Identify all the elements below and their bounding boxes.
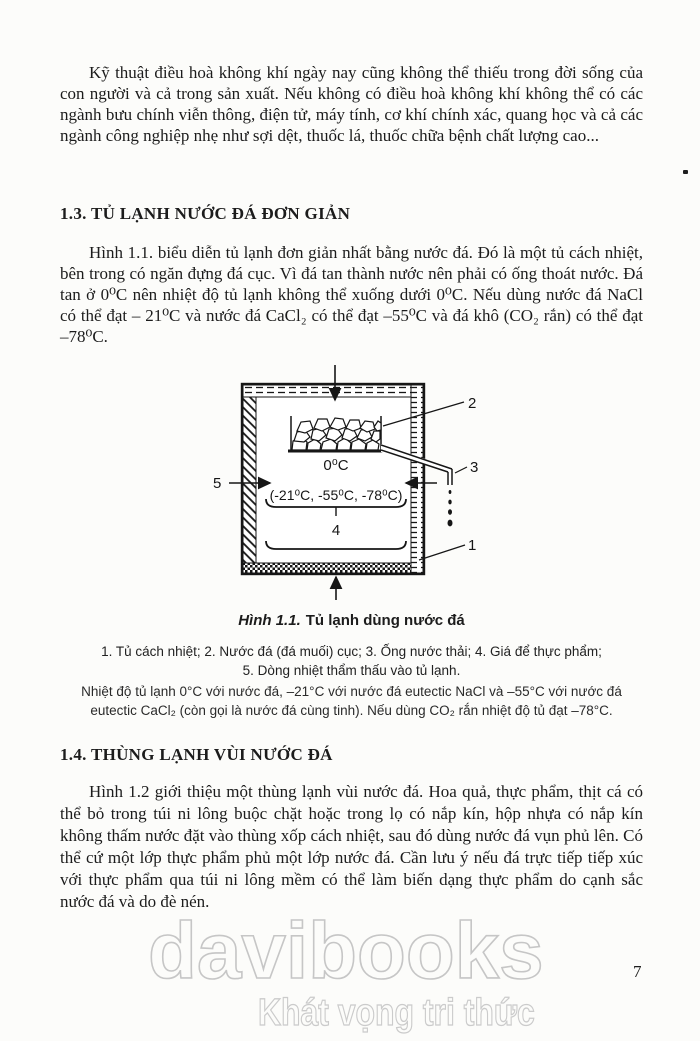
figure-legend-line-2: 5. Dòng nhiệt thẩm thấu vào tủ lạnh. — [242, 663, 461, 678]
section-1-3-paragraph: Hình 1.1. biểu diễn tủ lạnh đơn giản nhất bằng nước đá. Đó là một tủ cách nhiệt, bên trong có ngăn đựng đá cục. Vì đá tan thành nước nên phải có ống thoát nước. Đá tan ở 0⁰C nên nhiệt độ tủ lạnh không thể xuống dưới 0⁰C. Nếu dùng nước đá NaCl có thể đạt – 21⁰C và nước đá CaCl₂ có thể đạt –55⁰C và đá khô (CO₂ rắn) có thể đạt –78⁰C. — [60, 243, 643, 346]
figure-note-line-1: Nhiệt độ tủ lạnh 0°C với nước đá, –21°C với nước đá eutectic NaCl và –55°C với nước đá — [81, 684, 622, 699]
cabinet-insulated-walls — [242, 384, 424, 574]
figure-caption — [60, 611, 643, 630]
figure-1-1-diagram — [200, 360, 490, 605]
section-1-4-paragraph: Hình 1.2 giới thiệu một thùng lạnh vùi nước đá. Hoa quả, thực phẩm, thịt cá có thể bỏ trong túi ni lông buộc chặt hoặc trong lọ có nắp kín, hộp nhựa có nắp kín không thấm nước đặt vào thùng xốp cách nhiệt, sau đó dùng nước đá vụn phủ lên. Có thể cứ một lớp thực phẩm phủ một lớp nước đá. Cần lưu ý nếu đá trực tiếp tiếp xúc với thực phẩm qua túi ni lông mềm có thể làm biến dạng thực phẩm do cạnh sắc nước đá và do đè nén. — [60, 782, 643, 911]
leader-line-3 — [455, 467, 467, 473]
ice-temperature-label: 0⁰C — [323, 457, 349, 474]
leader-line-1 — [419, 545, 465, 560]
figure-legend-line-1: 1. Tủ cách nhiệt; 2. Nước đá (đá muối) cục; 3. Ống nước thải; 4. Giá để thực phẩm; — [101, 644, 602, 659]
ice-blocks — [292, 418, 381, 450]
callout-label-1: 1 — [468, 537, 477, 554]
scan-speck-artifact — [683, 170, 688, 174]
watermark-logo: davibooks — [148, 906, 544, 995]
ice-tray — [288, 416, 384, 451]
water-drops — [448, 490, 453, 526]
callout-label-2: 2 — [468, 395, 477, 412]
watermark-tagline: Khát vọng tri thức — [258, 992, 535, 1034]
intro-paragraph: Kỹ thuật điều hoà không khí ngày nay cũng không thể thiếu trong đời sống của con người và cả trong sản xuất. Nếu không có điều hoà không khí không thể có các ngành bưu chính viễn thông, điện tử, máy tính, cơ khí chính xác, quang học và cả các ngành công nghiệp nhẹ như sợi dệt, thuốc lá, thuốc chữa bệnh chất lượng cao... — [60, 63, 643, 145]
figure-caption-number: Hình 1.1. — [238, 612, 301, 629]
figure-note-line-2: eutectic CaCl₂ (còn gọi là nước đá cùng tinh). Nếu dùng CO₂ rắn nhiệt độ tủ đạt –78°C. — [90, 703, 613, 718]
figure-caption-title: Tủ lạnh dùng nước đá — [305, 612, 465, 629]
ice-refrigerator-schematic — [200, 360, 490, 605]
callout-label-5: 5 — [213, 475, 222, 492]
section-heading-1-4: 1.4. THÙNG LẠNH VÙI NƯỚC ĐÁ — [60, 745, 333, 764]
section-heading-1-3: 1.3. TỦ LẠNH NƯỚC ĐÁ ĐƠN GIẢN — [60, 204, 351, 223]
callout-label-3: 3 — [470, 459, 479, 476]
shelf-temperatures-label: (-21⁰C, -55⁰C, -78⁰C) — [269, 487, 403, 503]
callout-label-4: 4 — [331, 522, 341, 539]
page-number: 7 — [633, 962, 642, 981]
